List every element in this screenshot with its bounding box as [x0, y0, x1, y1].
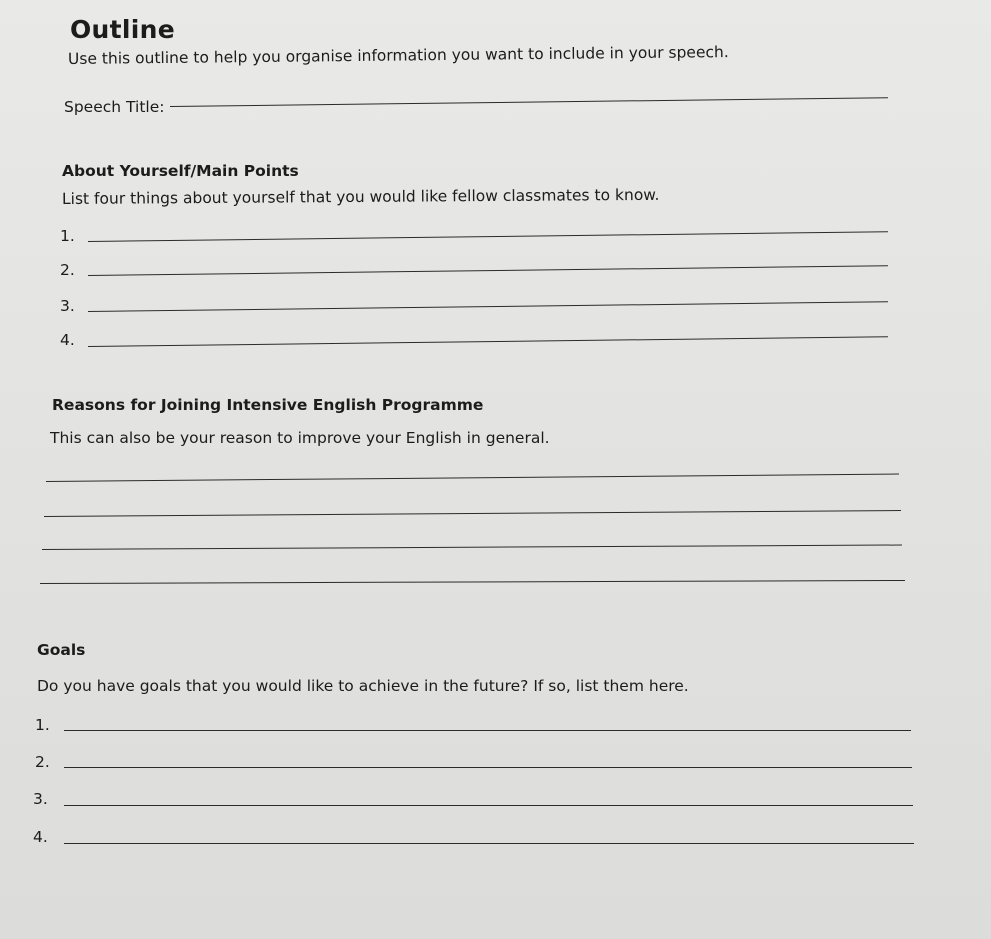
goals-answer-line-3[interactable] [64, 805, 913, 806]
goals-answer-line-1[interactable] [64, 730, 911, 731]
about-item-number-2: 2. [60, 261, 75, 279]
goals-item-number-2: 2. [35, 753, 50, 771]
reasons-answer-line-4[interactable] [40, 580, 905, 584]
reasons-heading: Reasons for Joining Intensive English Programme [52, 396, 484, 414]
goals-answer-line-2[interactable] [64, 767, 912, 768]
intro-text: Use this outline to help you organise information you want to include in your speech. [67, 43, 729, 68]
about-item-number-1: 1. [60, 227, 75, 245]
about-answer-line-4[interactable] [88, 336, 888, 347]
goals-item-number-4: 4. [33, 828, 48, 846]
goals-heading: Goals [37, 641, 86, 659]
about-item-number-4: 4. [60, 331, 75, 349]
reasons-instruction: This can also be your reason to improve your English in general. [50, 429, 550, 447]
about-answer-line-3[interactable] [88, 301, 888, 312]
about-yourself-instruction: List four things about yourself that you would like fellow classmates to know. [61, 185, 660, 208]
reasons-answer-line-3[interactable] [42, 544, 902, 550]
goals-item-number-3: 3. [33, 790, 48, 808]
about-item-number-3: 3. [60, 297, 75, 315]
reasons-answer-line-1[interactable] [46, 474, 899, 482]
page-title: Outline [70, 15, 175, 44]
reasons-answer-line-2[interactable] [44, 510, 901, 517]
goals-instruction: Do you have goals that you would like to achieve in the future? If so, list them here. [37, 677, 689, 695]
about-answer-line-2[interactable] [88, 265, 888, 276]
speech-title-label: Speech Title: [64, 98, 165, 116]
speech-title-line[interactable] [170, 97, 888, 107]
about-yourself-heading: About Yourself/Main Points [62, 162, 299, 180]
goals-item-number-1: 1. [35, 716, 50, 734]
goals-answer-line-4[interactable] [64, 843, 914, 844]
about-answer-line-1[interactable] [88, 231, 888, 242]
